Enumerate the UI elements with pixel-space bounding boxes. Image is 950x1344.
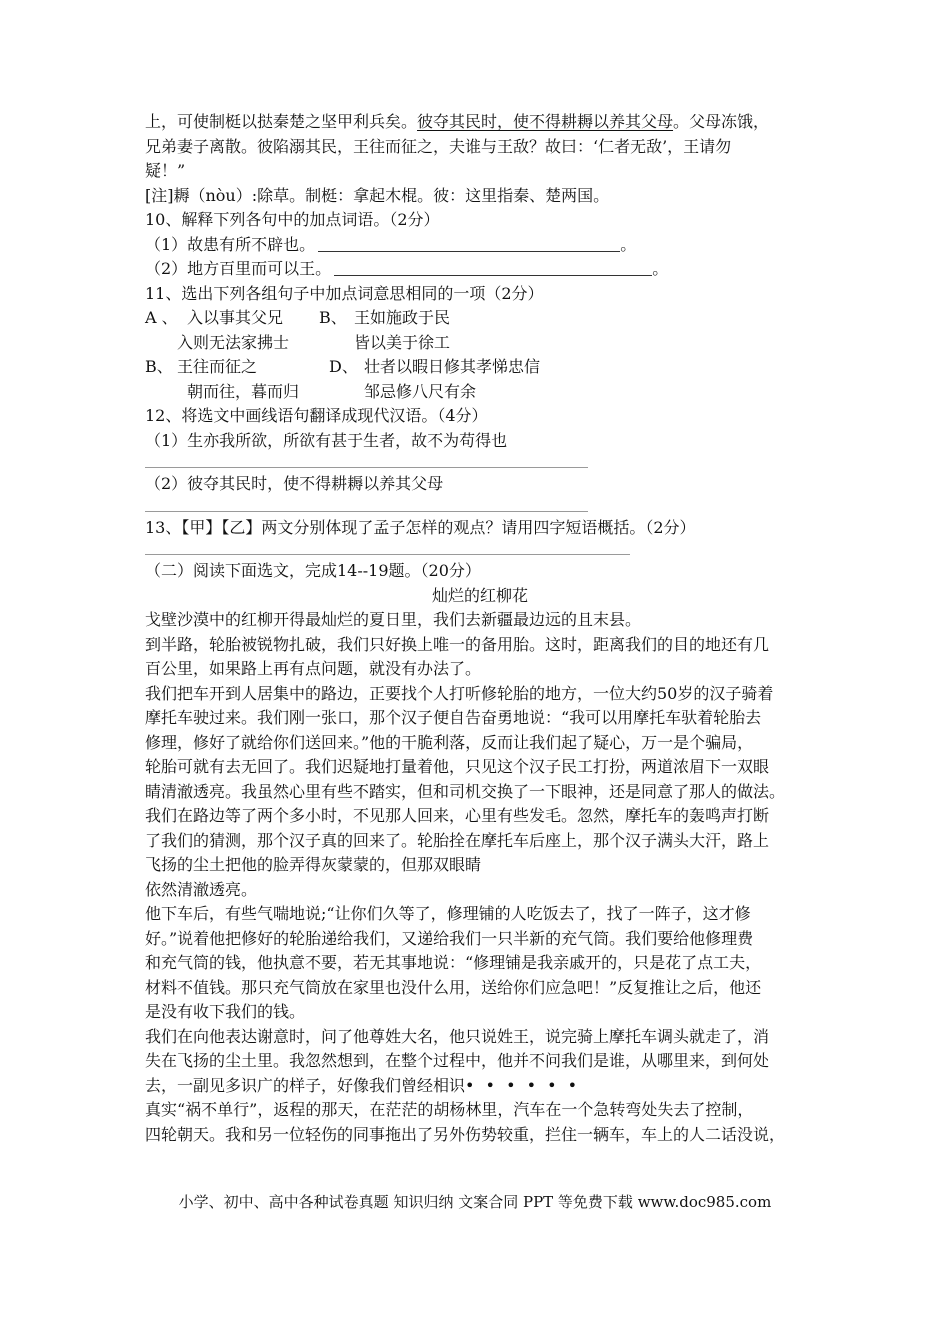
question-11-stem: 11、选出下列各组句子中加点词意思相同的一项（2分） (145, 283, 544, 303)
option-c-sentence-2: 朝而往，暮而归 (187, 381, 300, 401)
section-2-heading: （二）阅读下面选文，完成14--19题。（20分） (145, 561, 481, 580)
option-b-label: B、 (319, 308, 347, 327)
option-row (145, 306, 815, 331)
article-body (145, 608, 815, 1147)
option-b-sentence-2: 皆以美于徐工 (354, 332, 451, 352)
question-12-stem: 12、将选文中画线语句翻译成现代汉语。（4分） (145, 406, 488, 425)
option-a-sentence-2: 入则无法家拂士 (177, 332, 290, 352)
question-10-item-2: （2）地方百里而可以王。 。 (145, 259, 669, 278)
question-12-item-1: （1）生亦我所欲，所欲有甚于生者，故不为苟得也 (145, 430, 508, 450)
answer-blank[interactable] (334, 259, 652, 276)
article-title: 灿烂的红柳花 (431, 585, 528, 605)
question-10-stem: 10、解释下列各句中的加点词语。（2分） (145, 210, 440, 229)
article-line: 去，一副见多识广的样子，好像我们曾经相识• • • • • • (145, 1075, 581, 1095)
passage-line: 兄弟妻子离散。彼陷溺其民，王往而征之，夫谁与王敌？故曰：‘仁者无敌’，王请勿 (145, 136, 732, 156)
article-line: 睛清澈透亮。我虽然心里有些不踏实，但和司机交换了一下眼神，还是同意了那人的做法。 (145, 781, 786, 801)
article-line: 他下车后，有些气喘地说;“让你们久等了，修理铺的人吃饭去了，找了一阵子，这才修 (145, 904, 751, 923)
passage-line: 疑！” (145, 161, 186, 180)
option-a-sentence-1: 入以事其父兄 (187, 308, 284, 327)
option-d-sentence-1: 壮者以暇日修其孝悌忠信 (364, 357, 541, 376)
text: 。父母冻饿， (673, 112, 770, 131)
article-line: 是没有收下我们的钱。 (145, 1002, 306, 1021)
article-line: 了我们的猜测，那个汉子真的回来了。轮胎拴在摩托车后座上，那个汉子满头大汗，路上 (145, 830, 770, 850)
article-line: 飞扬的尘土把他的脸弄得灰蒙蒙的，但那双眼睛 (145, 855, 482, 874)
option-c-sentence-1: 王往而征之 (177, 357, 258, 376)
article-line: 我们在路边等了两个多小时，不见那人回来，心里有些发毛。忽然，摩托车的轰鸣声打断 (145, 806, 770, 825)
article-line: 我们在向他表达谢意时，问了他尊姓大名，他只说姓王，说完骑上摩托车调头就走了，消 (145, 1026, 770, 1046)
article-line: 依然清澈透亮。 (145, 879, 258, 899)
underlined-sentence: 彼夺其民时，使不得耕耨以养其父母 (417, 112, 674, 131)
article-line: 和充气筒的钱，他执意不要，若无其事地说：“修理铺是我亲戚开的，只是花了点工夫， (145, 953, 762, 972)
annotation-note: [注]耨（nòu）:除草。制梃：拿起木棍。彼：这里指秦、楚两国。 (145, 185, 610, 205)
option-row (145, 355, 815, 380)
article-line: 我们把车开到人居集中的路边，正要找个人打听修轮胎的地方，一位大约50岁的汉子骑着 (145, 683, 774, 703)
exam-page (145, 110, 815, 1147)
option-row (145, 380, 815, 405)
article-line: 修理，修好了就给你们送回来。”他的干脆利落，反而让我们起了疑心，万一是个骗局， (145, 732, 754, 752)
page-footer: 小学、初中、高中各种试卷真题 知识归纳 文案合同 PPT 等免费下载 www.doc985.com (178, 1193, 772, 1211)
option-a-label: A 、 (145, 308, 178, 327)
option-c-label: B、 (145, 357, 173, 376)
article-line: 材料不值钱。那只充气筒放在家里也没什么用，送给你们应急吧！”反复推让之后，他还 (145, 977, 762, 997)
article-line: 百公里，如果路上再有点问题，就没有办法了。 (145, 659, 482, 678)
answer-line[interactable] (145, 467, 588, 468)
article-line: 摩托车驶过来。我们刚一张口，那个汉子便自告奋勇地说：“我可以用摩托车驮着轮胎去 (145, 708, 762, 727)
passage-line (145, 110, 815, 135)
option-d-sentence-2: 邹忌修八尺有余 (364, 381, 477, 401)
answer-blank[interactable] (318, 235, 620, 252)
option-row (145, 331, 815, 356)
article-line: 好。”说着他把修好的轮胎递给我们，又递给我们一只半新的充气筒。我们要给他修理费 (145, 928, 754, 948)
question-13-stem: 13、【甲】【乙】两文分别体现了孟子怎样的观点？请用四字短语概括。（2分） (145, 517, 696, 537)
article-line: 四轮朝天。我和另一位轻伤的同事拖出了另外伤势较重，拦住一辆车，车上的人二话没说， (145, 1124, 786, 1144)
option-b-sentence-1: 王如施政于民 (354, 308, 451, 327)
article-line: 戈壁沙漠中的红柳开得最灿烂的夏日里，我们去新疆最边远的且末县。 (145, 610, 642, 629)
article-line: 失在飞扬的尘土里。我忽然想到，在整个过程中，他并不问我们是谁，从哪里来，到何处 (145, 1051, 770, 1070)
article-line: 到半路，轮胎被锐物扎破，我们只好换上唯一的备用胎。这时，距离我们的目的地还有几 (145, 634, 770, 654)
answer-line[interactable] (145, 554, 630, 555)
question-10-item-1: （1）故患有所不辟也。 。 (145, 234, 637, 254)
ellipsis: • • • • • • (465, 1075, 581, 1095)
option-d-label: D、 (329, 357, 358, 376)
question-12-item-2: （2）彼夺其民时，使不得耕耨以养其父母 (145, 474, 444, 493)
article-line: 真实“祸不单行”，返程的那天，在茫茫的胡杨林里，汽车在一个急转弯处失去了控制， (145, 1100, 754, 1119)
article-line: 轮胎可就有去无回了。我们迟疑地打量着他，只见这个汉子民工打扮，两道浓眉下一双眼 (145, 757, 770, 776)
answer-line[interactable] (145, 511, 588, 512)
text: 上，可使制梃以挞秦楚之坚甲利兵矣。 (145, 112, 418, 131)
